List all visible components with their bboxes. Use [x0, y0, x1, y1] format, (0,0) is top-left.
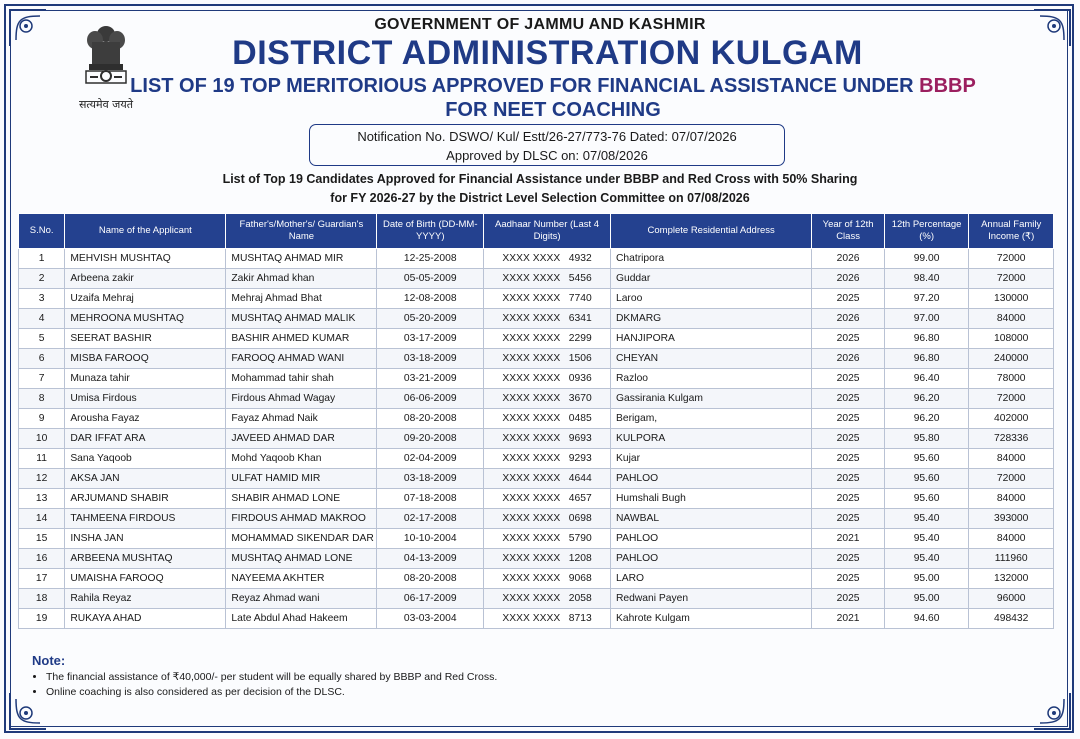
notification-box	[309, 124, 785, 166]
table-cell: 4	[19, 309, 65, 329]
table-cell: AKSA JAN	[65, 469, 226, 489]
table-row	[19, 469, 1054, 489]
table-cell: 2025	[812, 389, 884, 409]
candidates-table	[18, 213, 1054, 629]
table-cell: 2025	[812, 549, 884, 569]
table-cell: LARO	[610, 569, 811, 589]
district-title: DISTRICT ADMINISTRATION KULGAM	[232, 34, 863, 72]
table-cell: 03-03-2004	[377, 609, 484, 629]
table-cell: RUKAYA AHAD	[65, 609, 226, 629]
table-cell: XXXX XXXX 0698	[484, 509, 611, 529]
table-cell: DAR IFFAT ARA	[65, 429, 226, 449]
table-cell: XXXX XXXX 9693	[484, 429, 611, 449]
table-cell: 2021	[812, 609, 884, 629]
table-cell: 06-17-2009	[377, 589, 484, 609]
table-cell: MUSHTAQ AHMAD MALIK	[226, 309, 377, 329]
table-cell: 95.40	[884, 509, 969, 529]
table-cell: PAHLOO	[610, 549, 811, 569]
table-cell: 240000	[969, 349, 1054, 369]
column-header: Annual Family Income (₹)	[969, 214, 1054, 249]
table-row	[19, 569, 1054, 589]
table-cell: 03-18-2009	[377, 469, 484, 489]
table-cell: 84000	[969, 449, 1054, 469]
table-cell: XXXX XXXX 0485	[484, 409, 611, 429]
table-cell: Fayaz Ahmad Naik	[226, 409, 377, 429]
table-cell: 72000	[969, 389, 1054, 409]
table-cell: BASHIR AHMED KUMAR	[226, 329, 377, 349]
table-cell: UMAISHA FAROOQ	[65, 569, 226, 589]
table-cell: 2026	[812, 349, 884, 369]
table-cell: 2026	[812, 249, 884, 269]
table-cell: 2025	[812, 449, 884, 469]
government-title: GOVERNMENT OF JAMMU AND KASHMIR	[374, 16, 706, 33]
table-cell: Umisa Firdous	[65, 389, 226, 409]
table-cell: 19	[19, 609, 65, 629]
table-cell: 07-18-2008	[377, 489, 484, 509]
table-cell: SHABIR AHMAD LONE	[226, 489, 377, 509]
table-cell: 96.20	[884, 409, 969, 429]
table-cell: 95.00	[884, 589, 969, 609]
table-cell: 2025	[812, 329, 884, 349]
table-cell: 12-08-2008	[377, 289, 484, 309]
table-row	[19, 549, 1054, 569]
table-cell: CHEYAN	[610, 349, 811, 369]
table-cell: 393000	[969, 509, 1054, 529]
table-row	[19, 449, 1054, 469]
table-cell: DKMARG	[610, 309, 811, 329]
table-cell: Guddar	[610, 269, 811, 289]
table-cell: XXXX XXXX 5790	[484, 529, 611, 549]
table-cell: Firdous Ahmad Wagay	[226, 389, 377, 409]
column-header: Father's/Mother's/ Guardian's Name	[226, 214, 377, 249]
table-cell: Gassirania Kulgam	[610, 389, 811, 409]
table-cell: 108000	[969, 329, 1054, 349]
table-cell: Uzaifa Mehraj	[65, 289, 226, 309]
table-cell: 03-18-2009	[377, 349, 484, 369]
table-cell: 2025	[812, 409, 884, 429]
table-cell: 2025	[812, 569, 884, 589]
table-row	[19, 509, 1054, 529]
table-cell: 95.40	[884, 549, 969, 569]
table-cell: 08-20-2008	[377, 409, 484, 429]
table-cell: 498432	[969, 609, 1054, 629]
table-cell: 05-20-2009	[377, 309, 484, 329]
table-cell: 05-05-2009	[377, 269, 484, 289]
subtitle-line1: List of Top 19 Candidates Approved for Financial Assistance under BBBP and Red Cross with 50% Sharing	[222, 172, 858, 186]
table-cell: 03-21-2009	[377, 369, 484, 389]
table-cell: 728336	[969, 429, 1054, 449]
note-title: Note:	[32, 653, 66, 668]
table-cell: Kahrote Kulgam	[610, 609, 811, 629]
table-cell: XXXX XXXX 2299	[484, 329, 611, 349]
table-cell: 95.80	[884, 429, 969, 449]
table-row	[19, 269, 1054, 289]
emblem-motto: सत्यमेव जयते	[78, 98, 133, 111]
table-cell: 2025	[812, 489, 884, 509]
table-cell: 94.60	[884, 609, 969, 629]
table-cell: ULFAT HAMID MIR	[226, 469, 377, 489]
column-header: Name of the Applicant	[65, 214, 226, 249]
table-cell: 96.40	[884, 369, 969, 389]
table-cell: Late Abdul Ahad Hakeem	[226, 609, 377, 629]
table-cell: Laroo	[610, 289, 811, 309]
list-title	[0, 75, 1080, 98]
table-cell: PAHLOO	[610, 469, 811, 489]
column-header: S.No.	[19, 214, 65, 249]
table-cell: XXXX XXXX 3670	[484, 389, 611, 409]
notification-number: Notification No. DSWO/ Kul/ Estt/26-27/773-76 Dated: 07/07/2026	[357, 129, 737, 144]
table-cell: NAYEEMA AKHTER	[226, 569, 377, 589]
column-header: Aadhaar Number (Last 4 Digits)	[484, 214, 611, 249]
table-cell: XXXX XXXX 6341	[484, 309, 611, 329]
table-row	[19, 409, 1054, 429]
table-cell: 95.00	[884, 569, 969, 589]
table-cell: 72000	[969, 249, 1054, 269]
table-cell: 2026	[812, 309, 884, 329]
table-cell: 130000	[969, 289, 1054, 309]
table-cell: INSHA JAN	[65, 529, 226, 549]
table-cell: 9	[19, 409, 65, 429]
table-cell: 3	[19, 289, 65, 309]
table-cell: 02-04-2009	[377, 449, 484, 469]
list-title-line2: FOR NEET COACHING	[445, 99, 661, 121]
table-cell: Kujar	[610, 449, 811, 469]
table-cell: XXXX XXXX 9068	[484, 569, 611, 589]
note-section	[32, 653, 497, 700]
table-row	[19, 589, 1054, 609]
table-cell: 11	[19, 449, 65, 469]
table-cell: 96.80	[884, 349, 969, 369]
table-cell: XXXX XXXX 8713	[484, 609, 611, 629]
table-cell: FAROOQ AHMAD WANI	[226, 349, 377, 369]
table-row	[19, 309, 1054, 329]
table-cell: MEHROONA MUSHTAQ	[65, 309, 226, 329]
table-cell: 7	[19, 369, 65, 389]
column-header: 12th Percentage (%)	[884, 214, 969, 249]
table-cell: Munaza tahir	[65, 369, 226, 389]
table-cell: JAVEED AHMAD DAR	[226, 429, 377, 449]
table-cell: 2025	[812, 289, 884, 309]
table-cell: 04-13-2009	[377, 549, 484, 569]
table-cell: 99.00	[884, 249, 969, 269]
table-cell: 96000	[969, 589, 1054, 609]
table-cell: 2025	[812, 429, 884, 449]
table-cell: MUSHTAQ AHMAD LONE	[226, 549, 377, 569]
table-cell: MISBA FAROOQ	[65, 349, 226, 369]
table-cell: ARBEENA MUSHTAQ	[65, 549, 226, 569]
table-cell: MEHVISH MUSHTAQ	[65, 249, 226, 269]
table-cell: 12	[19, 469, 65, 489]
table-row	[19, 609, 1054, 629]
table-cell: Mohd Yaqoob Khan	[226, 449, 377, 469]
table-cell: 97.20	[884, 289, 969, 309]
column-header: Complete Residential Address	[610, 214, 811, 249]
table-row	[19, 349, 1054, 369]
table-cell: 6	[19, 349, 65, 369]
table-cell: 97.00	[884, 309, 969, 329]
table-cell: 18	[19, 589, 65, 609]
table-cell: Rahila Reyaz	[65, 589, 226, 609]
table-cell: 03-17-2009	[377, 329, 484, 349]
table-cell: 95.40	[884, 529, 969, 549]
column-header: Date of Birth (DD-MM-YYYY)	[377, 214, 484, 249]
table-cell: 98.40	[884, 269, 969, 289]
table-cell: 2025	[812, 369, 884, 389]
table-cell: 5	[19, 329, 65, 349]
table-cell: Humshali Bugh	[610, 489, 811, 509]
note-list	[32, 670, 497, 700]
table-cell: KULPORA	[610, 429, 811, 449]
table-cell: Chatripora	[610, 249, 811, 269]
table-cell: Zakir Ahmad khan	[226, 269, 377, 289]
table-cell: 09-20-2008	[377, 429, 484, 449]
table-cell: Mohammad tahir shah	[226, 369, 377, 389]
table-cell: XXXX XXXX 7740	[484, 289, 611, 309]
table-cell: 78000	[969, 369, 1054, 389]
table-cell: XXXX XXXX 1208	[484, 549, 611, 569]
table-cell: 2026	[812, 269, 884, 289]
table-row	[19, 329, 1054, 349]
note-item: • The financial assistance of ₹40,000/- per student will be equally shared by BBBP and Red Cross.	[46, 670, 497, 685]
table-cell: Mehraj Ahmad Bhat	[226, 289, 377, 309]
table-cell: 10-10-2004	[377, 529, 484, 549]
table-cell: Reyaz Ahmad wani	[226, 589, 377, 609]
table-cell: 17	[19, 569, 65, 589]
table-row	[19, 369, 1054, 389]
table-cell: XXXX XXXX 4644	[484, 469, 611, 489]
table-cell: 96.80	[884, 329, 969, 349]
table-cell: Arousha Fayaz	[65, 409, 226, 429]
table-cell: SEERAT BASHIR	[65, 329, 226, 349]
list-title-prefix: LIST OF 19 TOP MERITORIOUS APPROVED FOR FINANCIAL ASSISTANCE UNDER	[130, 75, 914, 97]
table-cell: ARJUMAND SHABIR	[65, 489, 226, 509]
table-cell: 15	[19, 529, 65, 549]
table-cell: XXXX XXXX 4932	[484, 249, 611, 269]
table-cell: 1	[19, 249, 65, 269]
table-cell: Redwani Payen	[610, 589, 811, 609]
table-cell: XXXX XXXX 1506	[484, 349, 611, 369]
table-cell: XXXX XXXX 9293	[484, 449, 611, 469]
table-row	[19, 529, 1054, 549]
table-cell: 95.60	[884, 469, 969, 489]
table-cell: MUSHTAQ AHMAD MIR	[226, 249, 377, 269]
table-cell: MOHAMMAD SIKENDAR DAR	[226, 529, 377, 549]
table-cell: 13	[19, 489, 65, 509]
table-cell: 96.20	[884, 389, 969, 409]
table-cell: 2025	[812, 509, 884, 529]
table-cell: FIRDOUS AHMAD MAKROO	[226, 509, 377, 529]
bbbp-highlight: BBBP	[919, 75, 976, 97]
table-cell: 02-17-2008	[377, 509, 484, 529]
table-cell: 132000	[969, 569, 1054, 589]
table-cell: HANJIPORA	[610, 329, 811, 349]
table-cell: NAWBAL	[610, 509, 811, 529]
table-cell: 8	[19, 389, 65, 409]
table-header-row	[19, 214, 1054, 249]
table-cell: XXXX XXXX 0936	[484, 369, 611, 389]
table-cell: 16	[19, 549, 65, 569]
corner-ornament-icon	[1030, 689, 1074, 733]
table-cell: 2021	[812, 529, 884, 549]
table-row	[19, 389, 1054, 409]
table-cell: 2025	[812, 589, 884, 609]
table-cell: 84000	[969, 309, 1054, 329]
table-row	[19, 489, 1054, 509]
table-cell: TAHMEENA FIRDOUS	[65, 509, 226, 529]
table-cell: 95.60	[884, 449, 969, 469]
table-cell: Sana Yaqoob	[65, 449, 226, 469]
table-cell: XXXX XXXX 5456	[484, 269, 611, 289]
table-cell: 95.60	[884, 489, 969, 509]
column-header: Year of 12th Class	[812, 214, 884, 249]
table-cell: 12-25-2008	[377, 249, 484, 269]
table-cell: 2	[19, 269, 65, 289]
table-cell: 06-06-2009	[377, 389, 484, 409]
note-item: • Online coaching is also considered as per decision of the DLSC.	[46, 685, 497, 700]
table-cell: 14	[19, 509, 65, 529]
table-cell: 2025	[812, 469, 884, 489]
approval-date: Approved by DLSC on: 07/08/2026	[446, 148, 648, 163]
table-cell: 84000	[969, 529, 1054, 549]
subtitle-line2: for FY 2026-27 by the District Level Selection Committee on 07/08/2026	[330, 191, 750, 205]
table-cell: 72000	[969, 469, 1054, 489]
table-row	[19, 429, 1054, 449]
table-cell: PAHLOO	[610, 529, 811, 549]
table-cell: XXXX XXXX 2058	[484, 589, 611, 609]
table-cell: 10	[19, 429, 65, 449]
table-cell: Arbeena zakir	[65, 269, 226, 289]
table-cell: Razloo	[610, 369, 811, 389]
table-cell: 84000	[969, 489, 1054, 509]
table-cell: 08-20-2008	[377, 569, 484, 589]
table-row	[19, 249, 1054, 269]
table-cell: Berigam,	[610, 409, 811, 429]
table-cell: XXXX XXXX 4657	[484, 489, 611, 509]
table-cell: 402000	[969, 409, 1054, 429]
table-cell: 111960	[969, 549, 1054, 569]
table-row	[19, 289, 1054, 309]
table-cell: 72000	[969, 269, 1054, 289]
